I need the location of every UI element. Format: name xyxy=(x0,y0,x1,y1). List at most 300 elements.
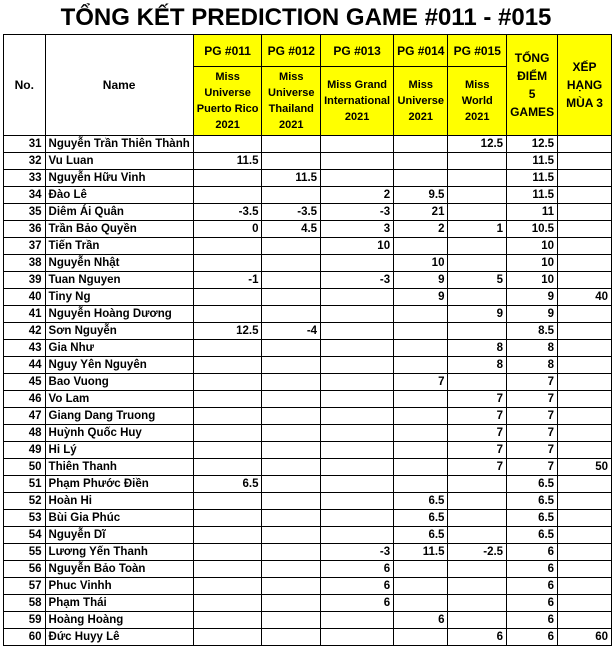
score-cell[interactable] xyxy=(448,255,507,272)
name-cell[interactable]: Vo Lam xyxy=(45,391,193,408)
no-cell[interactable]: 35 xyxy=(4,204,46,221)
score-cell[interactable] xyxy=(448,476,507,493)
name-cell[interactable]: Gia Như xyxy=(45,340,193,357)
score-cell[interactable]: 6.5 xyxy=(394,527,448,544)
score-cell[interactable]: 6 xyxy=(321,578,394,595)
total-cell[interactable]: 11.5 xyxy=(507,153,558,170)
table-row xyxy=(4,459,612,476)
score-cell[interactable] xyxy=(321,476,394,493)
score-cell[interactable] xyxy=(262,391,321,408)
score-cell[interactable] xyxy=(448,527,507,544)
score-cell[interactable] xyxy=(394,306,448,323)
score-cell[interactable] xyxy=(394,459,448,476)
no-cell[interactable]: 39 xyxy=(4,272,46,289)
score-cell[interactable] xyxy=(448,561,507,578)
score-cell[interactable]: 9 xyxy=(448,306,507,323)
no-cell[interactable]: 40 xyxy=(4,289,46,306)
rank-cell[interactable] xyxy=(558,357,612,374)
header-total-line: GAMES xyxy=(510,105,555,119)
score-cell[interactable]: 2 xyxy=(394,221,448,238)
score-cell[interactable]: 10 xyxy=(394,255,448,272)
score-cell[interactable] xyxy=(193,255,262,272)
score-cell[interactable] xyxy=(394,476,448,493)
no-cell[interactable]: 33 xyxy=(4,170,46,187)
rank-cell[interactable] xyxy=(558,340,612,357)
score-cell[interactable] xyxy=(262,306,321,323)
rank-cell[interactable] xyxy=(558,510,612,527)
score-cell[interactable]: 6 xyxy=(394,612,448,629)
score-cell[interactable] xyxy=(321,493,394,510)
score-cell[interactable]: 9.5 xyxy=(394,187,448,204)
score-cell[interactable] xyxy=(448,612,507,629)
score-cell[interactable] xyxy=(193,459,262,476)
total-cell[interactable]: 11 xyxy=(507,204,558,221)
no-cell[interactable]: 51 xyxy=(4,476,46,493)
header-total[interactable] xyxy=(507,35,558,136)
score-cell[interactable]: 6 xyxy=(321,561,394,578)
score-cell[interactable] xyxy=(262,187,321,204)
no-cell[interactable]: 37 xyxy=(4,238,46,255)
score-cell[interactable] xyxy=(193,595,262,612)
total-cell[interactable]: 8.5 xyxy=(507,323,558,340)
score-cell[interactable] xyxy=(394,136,448,153)
score-cell[interactable] xyxy=(321,408,394,425)
name-cell[interactable]: Nguy Yên Nguyên xyxy=(45,357,193,374)
score-cell[interactable] xyxy=(262,136,321,153)
rank-cell[interactable] xyxy=(558,493,612,510)
game-title-line: Thailand xyxy=(268,103,314,115)
score-cell[interactable] xyxy=(193,527,262,544)
table-row xyxy=(4,510,612,527)
score-cell[interactable] xyxy=(262,527,321,544)
score-cell[interactable] xyxy=(193,391,262,408)
no-cell[interactable]: 58 xyxy=(4,595,46,612)
no-cell[interactable]: 36 xyxy=(4,221,46,238)
score-cell[interactable] xyxy=(394,408,448,425)
header-rank-line: XẾP xyxy=(572,60,597,74)
score-cell[interactable] xyxy=(193,493,262,510)
score-cell[interactable]: 5 xyxy=(448,272,507,289)
no-cell[interactable]: 57 xyxy=(4,578,46,595)
header-game-code[interactable]: PG #013 xyxy=(321,35,394,67)
name-cell[interactable]: Tiny Ng xyxy=(45,289,193,306)
name-cell[interactable]: Nguyễn Nhật xyxy=(45,255,193,272)
score-cell[interactable]: -3 xyxy=(321,272,394,289)
table-row xyxy=(4,204,612,221)
rank-cell[interactable]: 50 xyxy=(558,459,612,476)
no-cell[interactable]: 44 xyxy=(4,357,46,374)
header-game-title[interactable] xyxy=(262,67,321,136)
header-rank[interactable] xyxy=(558,35,612,136)
no-cell[interactable]: 54 xyxy=(4,527,46,544)
rank-cell[interactable] xyxy=(558,612,612,629)
score-cell[interactable] xyxy=(193,408,262,425)
rank-cell[interactable] xyxy=(558,391,612,408)
score-cell[interactable] xyxy=(321,374,394,391)
score-cell[interactable] xyxy=(262,459,321,476)
score-cell[interactable] xyxy=(262,357,321,374)
score-cell[interactable] xyxy=(193,289,262,306)
name-cell[interactable]: Sơn Nguyễn xyxy=(45,323,193,340)
score-cell[interactable] xyxy=(321,357,394,374)
rank-cell[interactable] xyxy=(558,544,612,561)
header-game-title[interactable] xyxy=(193,67,262,136)
score-cell[interactable]: 9 xyxy=(394,289,448,306)
rank-cell[interactable] xyxy=(558,221,612,238)
name-cell[interactable]: Diêm Ái Quân xyxy=(45,204,193,221)
rank-cell[interactable] xyxy=(558,238,612,255)
score-cell[interactable] xyxy=(448,289,507,306)
score-cell[interactable] xyxy=(394,238,448,255)
score-cell[interactable] xyxy=(448,493,507,510)
name-cell[interactable]: Phạm Thái xyxy=(45,595,193,612)
no-cell[interactable]: 42 xyxy=(4,323,46,340)
rank-cell[interactable] xyxy=(558,170,612,187)
name-cell[interactable]: Huỳnh Quốc Huy xyxy=(45,425,193,442)
name-cell[interactable]: Hi Lý xyxy=(45,442,193,459)
total-cell[interactable]: 9 xyxy=(507,306,558,323)
name-cell[interactable]: Phạm Phước Điền xyxy=(45,476,193,493)
score-cell[interactable] xyxy=(394,357,448,374)
score-cell[interactable] xyxy=(394,170,448,187)
score-cell[interactable] xyxy=(321,612,394,629)
total-cell[interactable]: 7 xyxy=(507,425,558,442)
total-cell[interactable]: 10 xyxy=(507,238,558,255)
total-cell[interactable]: 11.5 xyxy=(507,187,558,204)
rank-cell[interactable] xyxy=(558,272,612,289)
total-cell[interactable]: 6.5 xyxy=(507,476,558,493)
no-cell[interactable]: 47 xyxy=(4,408,46,425)
score-cell[interactable] xyxy=(262,544,321,561)
score-cell[interactable]: 12.5 xyxy=(193,323,262,340)
score-cell[interactable] xyxy=(448,153,507,170)
name-cell[interactable]: Nguyễn Hoàng Dương xyxy=(45,306,193,323)
score-cell[interactable]: 12.5 xyxy=(448,136,507,153)
header-game-title[interactable] xyxy=(394,67,448,136)
total-cell[interactable]: 7 xyxy=(507,408,558,425)
score-cell[interactable]: 6.5 xyxy=(394,493,448,510)
score-cell[interactable] xyxy=(193,340,262,357)
header-game-code[interactable]: PG #011 xyxy=(193,35,262,67)
total-cell[interactable]: 12.5 xyxy=(507,136,558,153)
score-cell[interactable]: 2 xyxy=(321,187,394,204)
table-row xyxy=(4,629,612,646)
score-cell[interactable]: 7 xyxy=(448,391,507,408)
score-cell[interactable] xyxy=(193,612,262,629)
total-cell[interactable]: 6 xyxy=(507,578,558,595)
header-name[interactable]: Name xyxy=(45,35,193,136)
rank-cell[interactable] xyxy=(558,187,612,204)
score-cell[interactable] xyxy=(321,323,394,340)
total-cell[interactable]: 6 xyxy=(507,629,558,646)
name-cell[interactable]: Đức Huyy Lê xyxy=(45,629,193,646)
total-cell[interactable]: 9 xyxy=(507,289,558,306)
name-cell[interactable]: Phuc Vinhh xyxy=(45,578,193,595)
no-cell[interactable]: 49 xyxy=(4,442,46,459)
rank-cell[interactable] xyxy=(558,323,612,340)
header-game-code[interactable]: PG #015 xyxy=(448,35,507,67)
rank-cell[interactable] xyxy=(558,476,612,493)
no-cell[interactable]: 45 xyxy=(4,374,46,391)
header-no[interactable]: No. xyxy=(4,35,46,136)
score-cell[interactable] xyxy=(321,170,394,187)
header-rank-line: MÙA 3 xyxy=(566,96,603,110)
score-cell[interactable] xyxy=(262,153,321,170)
total-cell[interactable]: 11.5 xyxy=(507,170,558,187)
score-cell[interactable]: 6 xyxy=(448,629,507,646)
total-cell[interactable]: 6 xyxy=(507,612,558,629)
score-cell[interactable]: 7 xyxy=(448,408,507,425)
total-cell[interactable]: 6 xyxy=(507,595,558,612)
no-cell[interactable]: 56 xyxy=(4,561,46,578)
header-game-code[interactable]: PG #012 xyxy=(262,35,321,67)
score-cell[interactable] xyxy=(321,153,394,170)
score-cell[interactable] xyxy=(321,459,394,476)
game-title-line: 2021 xyxy=(408,111,434,123)
total-cell[interactable]: 10 xyxy=(507,255,558,272)
score-cell[interactable] xyxy=(448,578,507,595)
score-cell[interactable] xyxy=(262,612,321,629)
score-cell[interactable]: 4.5 xyxy=(262,221,321,238)
total-cell[interactable]: 7 xyxy=(507,459,558,476)
game-title-line: Universe xyxy=(397,95,445,107)
total-cell[interactable]: 10 xyxy=(507,272,558,289)
no-cell[interactable]: 31 xyxy=(4,136,46,153)
total-cell[interactable]: 7 xyxy=(507,442,558,459)
score-cell[interactable] xyxy=(448,374,507,391)
rank-cell[interactable]: 40 xyxy=(558,289,612,306)
no-cell[interactable]: 41 xyxy=(4,306,46,323)
score-cell[interactable] xyxy=(321,442,394,459)
score-cell[interactable] xyxy=(193,238,262,255)
score-cell[interactable] xyxy=(262,493,321,510)
rank-cell[interactable] xyxy=(558,561,612,578)
score-cell[interactable] xyxy=(394,578,448,595)
score-cell[interactable]: 7 xyxy=(448,425,507,442)
no-cell[interactable]: 52 xyxy=(4,493,46,510)
score-cell[interactable] xyxy=(448,323,507,340)
score-cell[interactable] xyxy=(321,255,394,272)
score-cell[interactable] xyxy=(448,238,507,255)
header-game-title[interactable] xyxy=(321,67,394,136)
score-cell[interactable]: 1 xyxy=(448,221,507,238)
score-cell[interactable]: 6 xyxy=(321,595,394,612)
score-cell[interactable] xyxy=(448,170,507,187)
score-cell[interactable] xyxy=(321,136,394,153)
rank-cell[interactable] xyxy=(558,306,612,323)
score-cell[interactable] xyxy=(193,442,262,459)
score-cell[interactable] xyxy=(448,187,507,204)
score-cell[interactable] xyxy=(448,510,507,527)
rank-cell[interactable] xyxy=(558,374,612,391)
score-cell[interactable]: 11.5 xyxy=(262,170,321,187)
score-cell[interactable]: -3.5 xyxy=(262,204,321,221)
score-cell[interactable]: 11.5 xyxy=(193,153,262,170)
score-cell[interactable]: -3 xyxy=(321,544,394,561)
rank-cell[interactable] xyxy=(558,408,612,425)
rank-cell[interactable] xyxy=(558,136,612,153)
score-cell[interactable]: 6.5 xyxy=(193,476,262,493)
score-cell[interactable] xyxy=(193,544,262,561)
score-cell[interactable] xyxy=(193,510,262,527)
name-cell[interactable]: Nguyễn Trần Thiên Thành xyxy=(45,136,193,153)
score-cell[interactable] xyxy=(193,357,262,374)
score-cell[interactable] xyxy=(321,527,394,544)
score-cell[interactable] xyxy=(321,425,394,442)
header-total-line: TỔNG xyxy=(514,51,550,65)
score-cell[interactable] xyxy=(262,374,321,391)
no-cell[interactable]: 60 xyxy=(4,629,46,646)
score-cell[interactable]: -1 xyxy=(193,272,262,289)
score-cell[interactable] xyxy=(394,442,448,459)
table-row xyxy=(4,578,612,595)
name-cell[interactable]: Thiên Thanh xyxy=(45,459,193,476)
score-cell[interactable] xyxy=(321,306,394,323)
rank-cell[interactable] xyxy=(558,255,612,272)
score-cell[interactable] xyxy=(321,629,394,646)
score-cell[interactable] xyxy=(193,374,262,391)
score-cell[interactable] xyxy=(321,391,394,408)
score-cell[interactable]: 7 xyxy=(394,374,448,391)
name-cell[interactable]: Bùi Gia Phúc xyxy=(45,510,193,527)
score-cell[interactable] xyxy=(321,289,394,306)
no-cell[interactable]: 48 xyxy=(4,425,46,442)
score-cell[interactable] xyxy=(193,187,262,204)
total-cell[interactable]: 8 xyxy=(507,357,558,374)
rank-cell[interactable] xyxy=(558,425,612,442)
score-cell[interactable] xyxy=(262,510,321,527)
score-cell[interactable] xyxy=(262,561,321,578)
score-cell[interactable]: 7 xyxy=(448,442,507,459)
score-cell[interactable] xyxy=(262,289,321,306)
total-cell[interactable]: 6 xyxy=(507,544,558,561)
score-cell[interactable] xyxy=(321,340,394,357)
name-cell[interactable]: Đào Lê xyxy=(45,187,193,204)
name-cell[interactable]: Tiến Trần xyxy=(45,238,193,255)
total-cell[interactable]: 7 xyxy=(507,391,558,408)
score-cell[interactable] xyxy=(262,340,321,357)
score-cell[interactable] xyxy=(193,170,262,187)
rank-cell[interactable] xyxy=(558,153,612,170)
score-cell[interactable] xyxy=(448,595,507,612)
score-cell[interactable]: 7 xyxy=(448,459,507,476)
score-cell[interactable]: 8 xyxy=(448,357,507,374)
rank-cell[interactable]: 60 xyxy=(558,629,612,646)
name-cell[interactable]: Nguyễn Bảo Toàn xyxy=(45,561,193,578)
score-cell[interactable] xyxy=(193,136,262,153)
score-cell[interactable]: 6.5 xyxy=(394,510,448,527)
rank-cell[interactable] xyxy=(558,527,612,544)
name-cell[interactable]: Hoàn Hi xyxy=(45,493,193,510)
total-cell[interactable]: 6.5 xyxy=(507,527,558,544)
score-cell[interactable] xyxy=(321,510,394,527)
total-cell[interactable]: 6.5 xyxy=(507,510,558,527)
score-cell[interactable] xyxy=(262,238,321,255)
score-cell[interactable]: 21 xyxy=(394,204,448,221)
name-cell[interactable]: Vu Luan xyxy=(45,153,193,170)
header-game-title[interactable] xyxy=(448,67,507,136)
score-cell[interactable] xyxy=(193,306,262,323)
score-cell[interactable] xyxy=(193,561,262,578)
name-cell[interactable]: Trần Bảo Quyền xyxy=(45,221,193,238)
total-cell[interactable]: 6 xyxy=(507,561,558,578)
score-cell[interactable] xyxy=(394,629,448,646)
name-cell[interactable]: Nguyễn Dĩ xyxy=(45,527,193,544)
score-cell[interactable] xyxy=(262,476,321,493)
rank-cell[interactable] xyxy=(558,442,612,459)
score-cell[interactable]: -4 xyxy=(262,323,321,340)
score-cell[interactable] xyxy=(394,425,448,442)
table-row xyxy=(4,340,612,357)
score-cell[interactable] xyxy=(262,408,321,425)
score-cell[interactable]: 11.5 xyxy=(394,544,448,561)
no-cell[interactable]: 50 xyxy=(4,459,46,476)
total-cell[interactable]: 7 xyxy=(507,374,558,391)
name-cell[interactable]: Hoàng Hoàng xyxy=(45,612,193,629)
no-cell[interactable]: 53 xyxy=(4,510,46,527)
table-row xyxy=(4,289,612,306)
score-cell[interactable]: 0 xyxy=(193,221,262,238)
score-cell[interactable] xyxy=(262,425,321,442)
table-row xyxy=(4,238,612,255)
name-cell[interactable]: Giang Dang Truong xyxy=(45,408,193,425)
score-cell[interactable] xyxy=(394,391,448,408)
score-cell[interactable]: 8 xyxy=(448,340,507,357)
score-cell[interactable] xyxy=(262,578,321,595)
score-cell[interactable] xyxy=(262,595,321,612)
score-cell[interactable] xyxy=(193,578,262,595)
table-row xyxy=(4,136,612,153)
score-cell[interactable] xyxy=(394,153,448,170)
no-cell[interactable]: 38 xyxy=(4,255,46,272)
no-cell[interactable]: 46 xyxy=(4,391,46,408)
score-cell[interactable] xyxy=(394,561,448,578)
score-cell[interactable] xyxy=(448,204,507,221)
no-cell[interactable]: 34 xyxy=(4,187,46,204)
rank-cell[interactable] xyxy=(558,204,612,221)
header-game-code[interactable]: PG #014 xyxy=(394,35,448,67)
score-cell[interactable] xyxy=(193,425,262,442)
total-cell[interactable]: 10.5 xyxy=(507,221,558,238)
score-cell[interactable] xyxy=(193,629,262,646)
name-cell[interactable]: Tuan Nguyen xyxy=(45,272,193,289)
rank-cell[interactable] xyxy=(558,595,612,612)
score-cell[interactable]: 9 xyxy=(394,272,448,289)
total-cell[interactable]: 6.5 xyxy=(507,493,558,510)
score-cell[interactable] xyxy=(262,255,321,272)
no-cell[interactable]: 43 xyxy=(4,340,46,357)
no-cell[interactable]: 59 xyxy=(4,612,46,629)
name-cell[interactable]: Nguyễn Hữu Vinh xyxy=(45,170,193,187)
score-cell[interactable] xyxy=(394,595,448,612)
score-cell[interactable]: 3 xyxy=(321,221,394,238)
score-cell[interactable] xyxy=(262,442,321,459)
no-cell[interactable]: 32 xyxy=(4,153,46,170)
score-cell[interactable]: -3.5 xyxy=(193,204,262,221)
rank-cell[interactable] xyxy=(558,578,612,595)
name-cell[interactable]: Bao Vuong xyxy=(45,374,193,391)
score-cell[interactable] xyxy=(394,340,448,357)
score-cell[interactable]: 10 xyxy=(321,238,394,255)
total-cell[interactable]: 8 xyxy=(507,340,558,357)
name-cell[interactable]: Lương Yến Thanh xyxy=(45,544,193,561)
score-cell[interactable] xyxy=(394,323,448,340)
score-cell[interactable]: -3 xyxy=(321,204,394,221)
score-cell[interactable]: -2.5 xyxy=(448,544,507,561)
no-cell[interactable]: 55 xyxy=(4,544,46,561)
score-cell[interactable] xyxy=(262,272,321,289)
score-cell[interactable] xyxy=(262,629,321,646)
